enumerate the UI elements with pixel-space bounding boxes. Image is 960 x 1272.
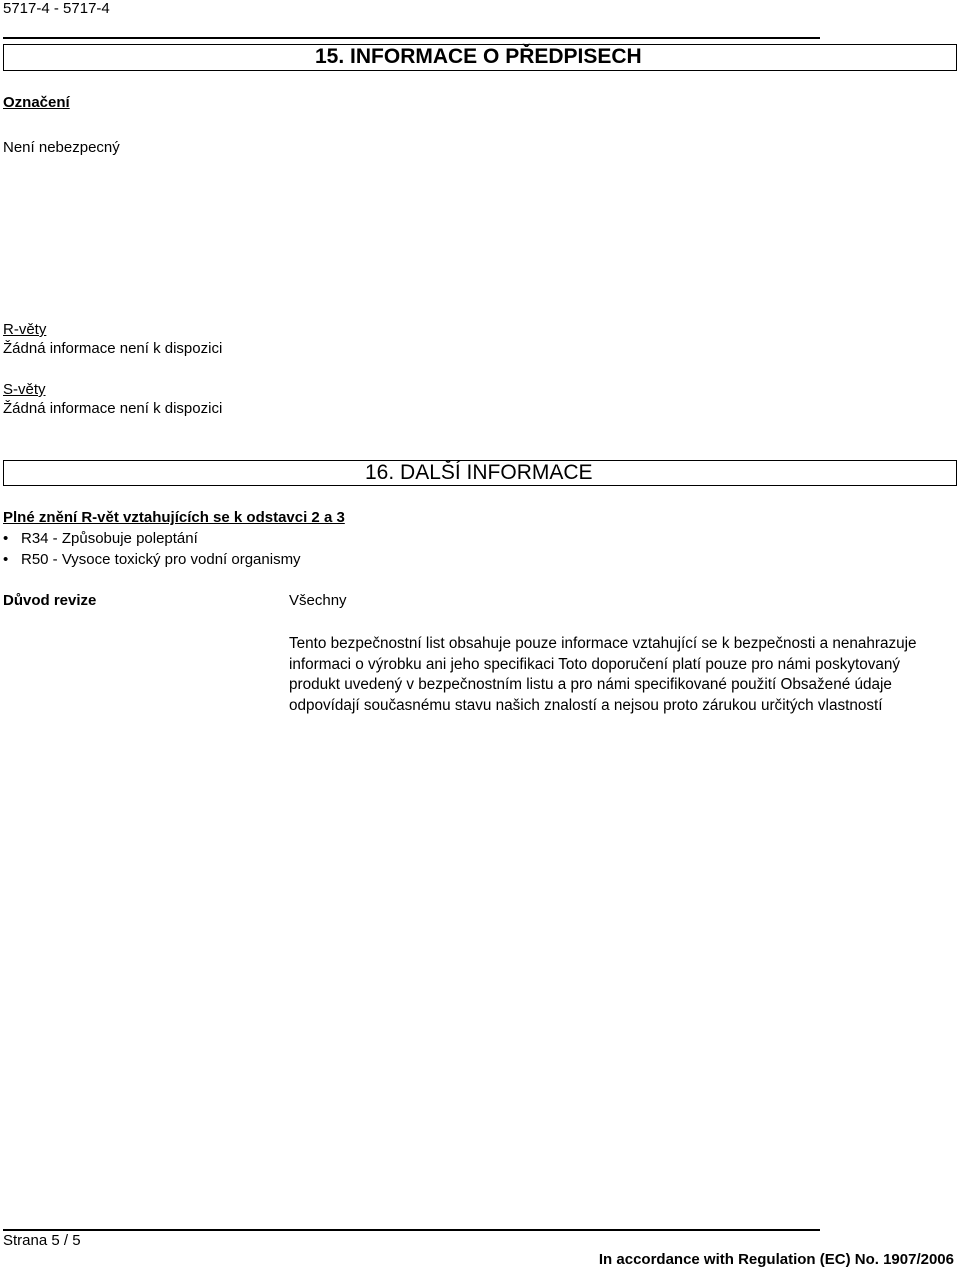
regulation-note: In accordance with Regulation (EC) No. 1907/2006	[598, 1251, 954, 1268]
list-item: • R50 - Vysoce toxický pro vodní organismy	[3, 549, 301, 570]
s-phrases-block	[3, 380, 222, 418]
document-code: 5717-4 - 5717-4	[3, 0, 110, 17]
page-number: Strana 5 / 5	[3, 1232, 81, 1249]
s-phrases-label: S-věty	[3, 381, 46, 398]
r-phrases-list	[3, 528, 301, 570]
r-phrases-value: Žádná informace není k dispozici	[3, 340, 223, 357]
labeling-value: Není nebezpecný	[3, 139, 120, 156]
section-15-title: 15. INFORMACE O PŘEDPISECH	[315, 45, 642, 68]
header-divider	[3, 37, 820, 39]
s-phrases-value: Žádná informace není k dispozici	[3, 400, 223, 417]
r-phrases-label: R-věty	[3, 321, 47, 338]
revision-reason-label: Důvod revize	[3, 592, 97, 609]
disclaimer-text: Tento bezpečnostní list obsahuje pouze informace vztahující se k bezpečnosti a nenahrazuje informaci o výrobku ani jeho specifikaci Toto doporučení platí pouze pro námi poskytovaný produkt uvedený v bezpečnostním listu a pro námi specifikované použití Obsažené údaje odpovídají současnému stavu našich znalostí a nejsou proto zárukou určitých vlastností	[289, 635, 917, 714]
revision-reason-value: Všechny	[289, 592, 347, 609]
list-item: • R34 - Způsobuje poleptání	[3, 528, 301, 549]
labeling-label: Označení	[3, 94, 70, 111]
r-phrases-block	[3, 320, 222, 358]
full-text-r-phrases-label: Plné znění R-vět vztahujících se k odstavci 2 a 3	[3, 509, 345, 526]
footer-divider	[3, 1229, 820, 1231]
section-16-title: 16. DALŠÍ INFORMACE	[365, 461, 593, 484]
